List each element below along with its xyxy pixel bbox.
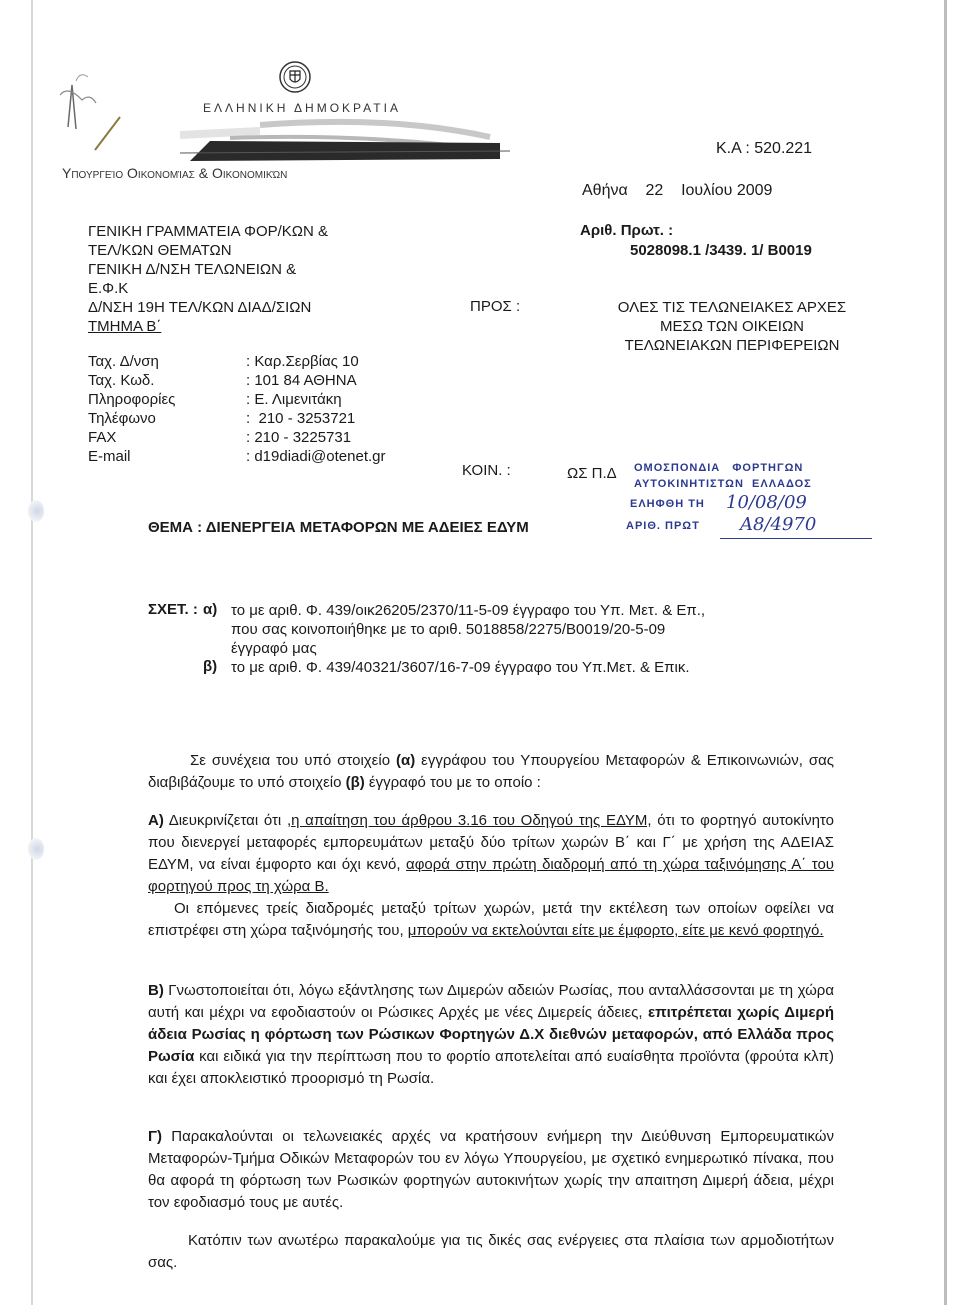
sender-line: Ε.Φ.Κ [88, 280, 129, 297]
coat-of-arms [278, 60, 312, 94]
section-c-marker: Γ) [148, 1128, 163, 1145]
contact-label: Ταχ. Κωδ. [88, 372, 155, 389]
section-a-text: ότι το φορτηγό αυτοκίνητο που διενεργεί μεταφορές εμπορευμάτων μεταξύ δύο τρίτων χωρών Β΄ και Γ΄ με χρήση της ΑΔΕΙΑΣ ΕΔΥΜ, να είναι έμφορτο και όχι κενό, [148, 812, 834, 873]
reference-a [231, 601, 871, 658]
section-c-paragraph [148, 1126, 834, 1214]
letter-body [148, 750, 834, 1274]
intro-text: Σε συνέχεια του υπό στοιχείο [190, 752, 396, 769]
stamp-org-line2: ΑΥΤΟΚΙΝΗΤΙΣΤΩΝ ΕΛΛΑΔΟΣ [634, 478, 812, 490]
contact-row [88, 352, 408, 371]
contact-label: FAX [88, 429, 117, 446]
recipient-line: ΟΛΕΣ ΤΙΣ ΤΕΛΩΝΕΙΑΚΕΣ ΑΡΧΕΣ [617, 299, 847, 316]
intro-ref-b: (β) [345, 774, 365, 791]
stamp-received-date: 10/08/09 [726, 492, 807, 513]
cc-label: ΚΟΙΝ. : [462, 462, 511, 479]
sender-line: ΤΜΗΜΑ Β΄ [88, 318, 162, 335]
section-a-underlined: αφορά στην πρώτη διαδρομή από τη χώρα ταξινόμησης Α΄ του φορτηγού προς τη χώρα Β. [148, 856, 835, 895]
contact-value: : 210 - 3225731 [246, 429, 352, 446]
section-b-marker: Β) [148, 982, 164, 999]
reference-a-marker: α) [203, 601, 218, 618]
punch-hole [28, 500, 44, 522]
sender-line: ΓΕΝΙΚΗ ΓΡΑΜΜΑΤΕΙΑ ΦΟΡ/ΚΩΝ & [88, 223, 329, 240]
intro-text: έγγραφό του με το οποίο : [364, 774, 541, 791]
intro-text: εγγράφου του Υπουργείου Μεταφορών & Επικοινωνιών, σας διαβιβάζουμε το υπό στοιχείο [148, 752, 834, 791]
budget-code: Κ.Α : 520.221 [716, 140, 813, 157]
recipient-line: ΜΕΣΩ ΤΩΝ ΟΙΚΕΙΩΝ [659, 318, 805, 335]
section-a-underlined: ,η απαίτηση του άρθρου 3.16 του Οδηγού της ΕΔΥΜ, [286, 812, 652, 829]
receipt-stamp [626, 462, 880, 542]
section-b-text: Γνωστοποιείται ότι, λόγω εξάντλησης των Διμερών αδειών Ρωσίας, που ανταλλάσσονται με τη χώρα αυτή και μέχρι να εφοδιαστούν οι Ρώσικες Αρχές με νέες Διμερείς άδειες, [148, 982, 834, 1021]
reference-a-line: το με αριθ. Φ. 439/οικ26205/2370/11-5-09 έγγραφο του Υπ. Μετ. & Επ., [231, 602, 706, 619]
stamp-underline [720, 538, 872, 539]
stamp-org-line1: ΟΜΟΣΠΟΝΔΙΑ ΦΟΡΤΗΓΩΝ [634, 462, 804, 474]
closing-paragraph [148, 1230, 834, 1274]
to-label: ΠΡΟΣ : [470, 298, 521, 315]
stamp-protocol-number: Α8/4970 [740, 514, 817, 535]
contact-label: Ταχ. Δ/νση [88, 353, 159, 370]
page-border-right [944, 0, 947, 1305]
stamp-protocol-label: ΑΡΙΘ. ΠΡΩΤ [626, 520, 700, 532]
contact-value: : d19diadi@otenet.gr [246, 448, 386, 465]
contact-label: Πληροφορίες [88, 391, 176, 408]
contact-row [88, 447, 408, 466]
reference-b-marker: β) [203, 658, 218, 675]
section-b-bold: επιτρέπεται χωρίς Διμερή άδεια Ρωσίας η φόρτωση των Ρώσικων Φορτηγών Δ.Χ διεθνών μεταφορών, από Ελλάδα προς Ρωσία [148, 1004, 834, 1065]
punch-hole [28, 838, 44, 860]
letterhead [60, 55, 530, 195]
subject-line: ΘΕΜΑ : ΔΙΕΝΕΡΓΕΙΑ ΜΕΤΑΦΟΡΩΝ ΜΕ ΑΔΕΙΕΣ ΕΔΥΜ [148, 519, 529, 536]
contact-label: E-mail [88, 448, 131, 465]
to-recipients [582, 298, 882, 355]
sender-block [88, 222, 448, 336]
contact-value: : 210 - 3253721 [246, 410, 356, 427]
state-name: ΕΛΛΗΝΙΚΗ ΔΗΜΟΚΡΑΤΙΑ [203, 101, 401, 115]
contact-row [88, 409, 408, 428]
page-border-left [31, 0, 33, 1305]
reference-b: το με αριθ. Φ. 439/40321/3607/16-7-09 έγγραφο του Υπ.Μετ. & Επικ. [231, 659, 690, 676]
cc-value: ΩΣ Π.Δ [567, 465, 617, 482]
contact-row [88, 371, 408, 390]
reference-a-line: έγγραφό μας [231, 640, 317, 657]
contact-label: Τηλέφωνο [88, 410, 156, 427]
section-a-marker: Α) [148, 812, 164, 829]
date-line: Αθήνα 22 Ιουλίου 2009 [582, 182, 773, 199]
reference-a-line: που σας κοινοποιήθηκε με το αριθ. 5018858/2275/Β0019/20-5-09 [231, 621, 666, 638]
section-b-text: και ειδικά για την περίπτωση που το φορτίο αποτελείται από ευαίσθητα προϊόντα (φρούτα κλπ) και έχει αποκλειστικό προορισμό τη Ρωσία. [148, 1048, 834, 1087]
contact-block [88, 352, 408, 466]
contact-value: : Ε. Λιμενιτάκη [246, 391, 342, 408]
section-a-paragraph [148, 810, 834, 898]
closing-text: Κατόπιν των ανωτέρω παρακαλούμε για τις δικές σας ενέργειες στα πλαίσια των αρμοδιοτήτων σας. [148, 1232, 834, 1271]
section-b-paragraph [148, 980, 834, 1090]
section-a-continuation [148, 898, 834, 942]
contact-value: : Καρ.Σερβίας 10 [246, 353, 359, 370]
sender-line: Δ/ΝΣΗ 19Η ΤΕΛ/ΚΩΝ ΔΙΑΔ/ΣΙΩΝ [88, 299, 312, 316]
section-a2-text: Οι επόμενες τρείς διαδρομές μεταξύ τρίτων χωρών, μετά την εκτέλεση των οποίων οφείλει να επιστρέφει στη χώρα ταξινόμησής του, [148, 900, 834, 939]
ministry-name: Υπουργείο Οικονομίας & Οικονομικών [62, 165, 288, 181]
contact-row [88, 428, 408, 447]
intro-ref-a: (α) [396, 752, 416, 769]
protocol-label: Αριθ. Πρωτ. : [580, 222, 674, 239]
section-a2-underlined: μπορούν να εκτελούνται είτε με έμφορτο, είτε με κενό φορτηγό. [407, 922, 824, 939]
section-a-text: Διευκρινίζεται ότι [163, 812, 287, 829]
intro-paragraph [148, 750, 834, 794]
contact-row [88, 390, 408, 409]
sender-line: ΓΕΝΙΚΗ Δ/ΝΣΗ ΤΕΛΩΝΕΙΩΝ & [88, 261, 297, 278]
references-label: ΣΧΕΤ. : [148, 601, 198, 618]
protocol-number: 5028098.1 /3439. 1/ Β0019 [630, 242, 812, 259]
stamp-received-label: ΕΛΗΦΘΗ ΤΗ [630, 498, 705, 510]
contact-value: : 101 84 ΑΘΗΝΑ [246, 372, 357, 389]
recipient-line: ΤΕΛΩΝΕΙΑΚΩΝ ΠΕΡΙΦΕΡΕΙΩΝ [624, 337, 840, 354]
section-c-text: Παρακαλούνται οι τελωνειακές αρχές να κρατήσουν ενήμερη την Διεύθυνση Εμπορευματικών Μεταφορών-Τμήμα Οδικών Μεταφορών του εν λόγω Υπουργείου, με σχετικό ενημερωτικό πίνακα, που θα αφορά τη φόρτωση των Ρωσικών φορτηγών αυτοκινήτων χωρίς την απαιτηση Διμερή άδεια, μέχρι τον εφοδιασμό τους με αυτές. [148, 1128, 834, 1211]
sender-line: ΤΕΛ/ΚΩΝ ΘΕΜΑΤΩΝ [88, 242, 232, 259]
